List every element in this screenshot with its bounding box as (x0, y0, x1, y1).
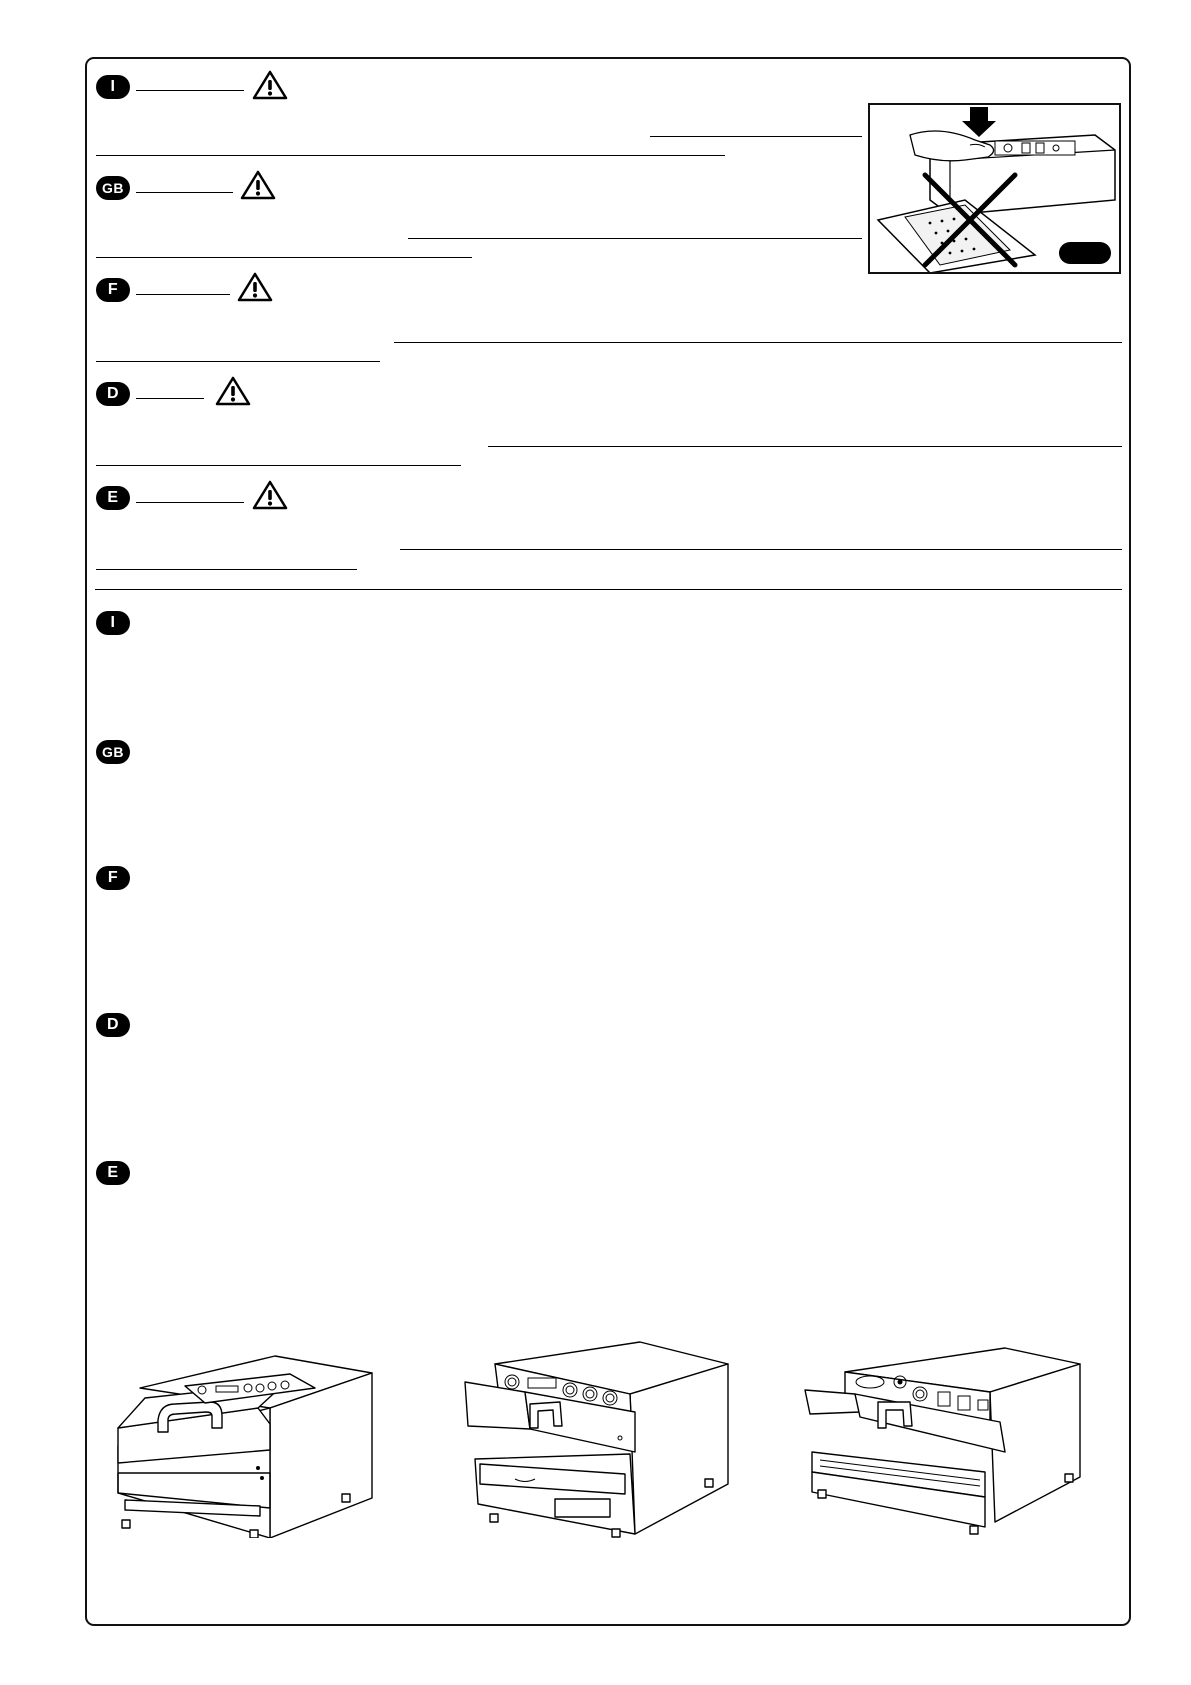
text-underline (488, 446, 1122, 447)
language-code: GB (102, 744, 124, 760)
text-underline (96, 257, 472, 258)
heading-underline (136, 398, 204, 399)
heading-underline (136, 294, 230, 295)
text-underline (96, 465, 461, 466)
language-code: I (110, 614, 116, 631)
vacuum-sealer-model-3-illustration (800, 1342, 1100, 1542)
warning-triangle-icon (215, 376, 251, 406)
language-code: D (106, 385, 120, 402)
language-badge-gb (96, 176, 130, 200)
language-code: F (107, 281, 119, 298)
warning-triangle-icon (237, 272, 273, 302)
heading-underline (136, 192, 233, 193)
text-underline (650, 136, 862, 137)
text-underline (400, 549, 1122, 550)
language-badge-i (96, 75, 130, 99)
language-code: GB (102, 180, 124, 196)
figure-tag (1059, 242, 1111, 264)
warning-illustration (868, 103, 1121, 274)
language-badge-e (96, 1161, 130, 1185)
vacuum-sealer-model-2-illustration (460, 1334, 730, 1539)
language-badge-d (96, 382, 130, 406)
text-underline (394, 342, 1122, 343)
language-code: E (107, 1164, 119, 1181)
text-underline (408, 238, 862, 239)
warning-triangle-icon (240, 170, 276, 200)
language-code: F (107, 869, 119, 886)
text-underline (96, 569, 357, 570)
language-code: E (107, 489, 119, 506)
language-badge-d (96, 1013, 130, 1037)
language-badge-f (96, 278, 130, 302)
down-arrow-icon (962, 107, 996, 137)
text-underline (96, 155, 725, 156)
vacuum-sealer-model-1-illustration (110, 1348, 375, 1538)
text-underline (96, 361, 380, 362)
warning-triangle-icon (252, 70, 288, 100)
heading-underline (136, 502, 244, 503)
language-badge-gb (96, 740, 130, 764)
language-badge-e (96, 486, 130, 510)
warning-triangle-icon (252, 480, 288, 510)
heading-underline (136, 90, 244, 91)
section-divider (95, 589, 1122, 590)
language-code: D (106, 1016, 120, 1033)
language-badge-f (96, 866, 130, 890)
language-badge-i (96, 611, 130, 635)
language-code: I (110, 78, 116, 95)
